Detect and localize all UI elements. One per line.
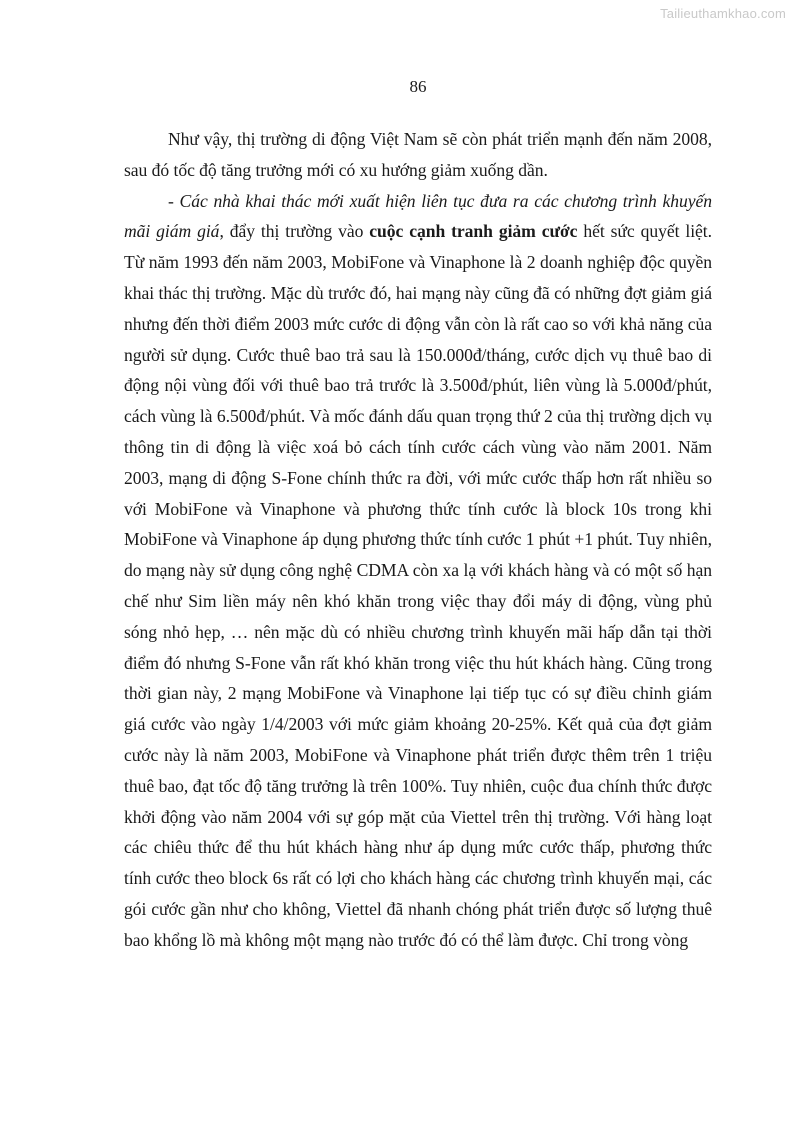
watermark-text: Tailieuthamkhao.com: [660, 6, 786, 21]
page-number: 86: [409, 77, 427, 96]
paragraph-2: [124, 186, 712, 956]
italic-lead-text: - Các nhà khai thác mới xuất hiện liên tục đưa ra các chương trình khuyến mãi giám giá: [124, 190, 712, 242]
paragraph-2-text-before-bold: , đẩy thị trường vào: [219, 221, 370, 242]
document-body: [124, 124, 712, 956]
paragraph-2-text-after-bold: hết sức quyết liệt. Từ năm 1993 đến năm 2003, MobiFone và Vinaphone là 2 doanh nghiệp độc quyền khai thác thị trường. Mặc dù trước đó, hai mạng này cũng đã có những đợt giảm giá nhưng đến thời điểm 2003 mức cước di động vẫn còn là rất cao so với khả năng của người sử dụng. Cước thuê bao trả sau là 150.000đ/tháng, cước dịch vụ thuê bao di động nội vùng đối với thuê bao trả trước là 3.500đ/phút, liên vùng là 5.000đ/phút, cách vùng là 6.500đ/phút. Và mốc đánh dấu quan trọng thứ 2 của thị trường dịch vụ thông tin di động là việc xoá bỏ cách tính cước cách vùng vào năm 2001. Năm 2003, mạng di động S-Fone chính thức ra đời, với mức cước thấp hơn rất nhiều so với MobiFone và Vinaphone và phương thức tính cước là block 10s trong khi MobiFone và Vinaphone áp dụng phương thức tính cước 1 phút +1 phút. Tuy nhiên, do mạng này sử dụng công nghệ CDMA còn xa lạ với khách hàng và có một số hạn chế như Sim liền máy nên khó khăn trong việc thay đổi máy di động, vùng phủ sóng nhỏ hẹp, … nên mặc dù có nhiều chương trình khuyến mãi hấp dẫn tại thời điểm đó nhưng S-Fone vẫn rất khó khăn trong việc thu hút khách hàng. Cũng trong thời gian này, 2 mạng MobiFone và Vinaphone lại tiếp tục có sự điều chỉnh giám giá cước vào ngày 1/4/2003 với mức giảm khoảng 20-25%. Kết quả của đợt giảm cước này là năm 2003, MobiFone và Vinaphone phát triển được thêm trên 1 triệu thuê bao, đạt tốc độ tăng trưởng là trên 100%. Tuy nhiên, cuộc đua chính thức được khởi động vào năm 2004 với sự góp mặt của Viettel trên thị trường. Với hàng loạt các chiêu thức để thu hút khách hàng như áp dụng mức cước thấp, phương thức tính cước theo block 6s rất có lợi cho khách hàng các chương trình khuyến mại, các gói cước gần như cho không, Viettel đã nhanh chóng phát triển được số lượng thuê bao khổng lồ mà không một mạng nào trước đó có thể làm được. Chỉ trong vòng: [124, 221, 712, 950]
paragraph-1: Như vậy, thị trường di động Việt Nam sẽ còn phát triển mạnh đến năm 2008, sau đó tốc độ tăng trưởng mới có xu hướng giảm xuống dần.: [124, 129, 712, 180]
bold-phrase: cuộc cạnh tranh giảm cước: [369, 221, 578, 242]
